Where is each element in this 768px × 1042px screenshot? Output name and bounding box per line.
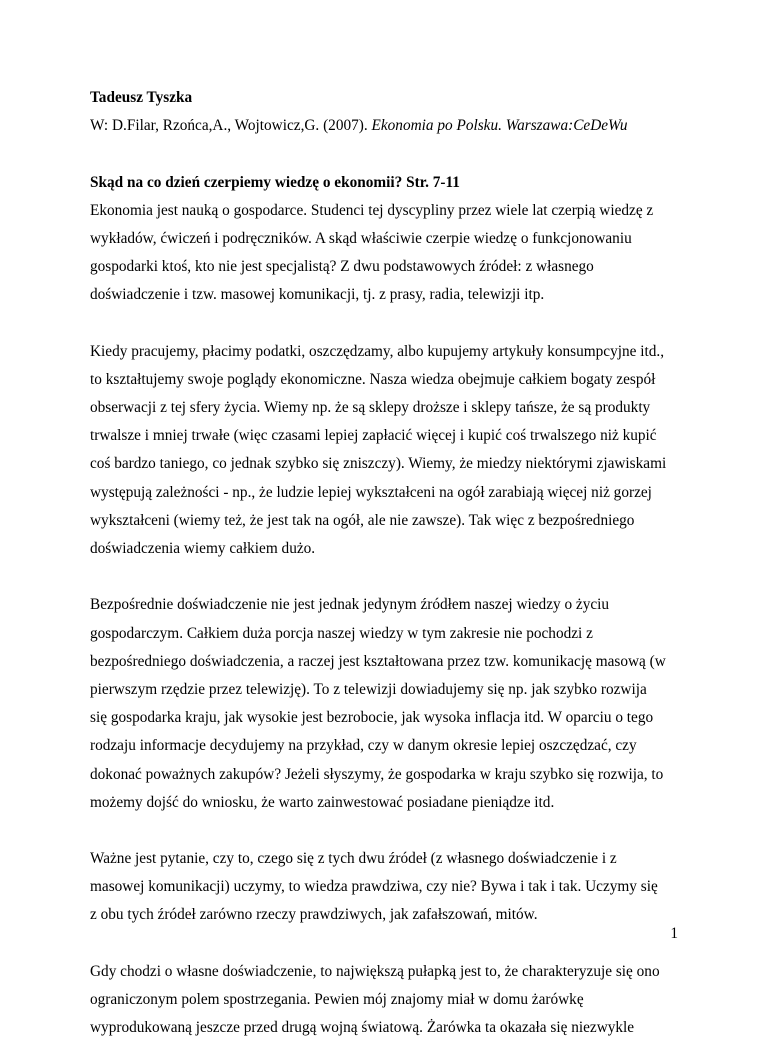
text-line: się gospodarka kraju, jak wysokie jest bezrobocie, jak wysoka inflacja itd. W oparciu o tego	[90, 709, 654, 727]
text-line: wykładów, ćwiczeń i podręczników. A skąd właściwie czerpie wiedzę o funkcjonowaniu	[90, 229, 632, 247]
page-number: 1	[670, 925, 678, 942]
text-line: gospodarczym. Całkiem duża porcja naszej wiedzy w tym zakresie nie pochodzi z	[90, 624, 593, 642]
text-line: gospodarki ktoś, kto nie jest specjalistą? Z dwu podstawowych źródeł: z własnego	[90, 258, 594, 276]
text-line: Kiedy pracujemy, płacimy podatki, oszczędzamy, albo kupujemy artykuły konsumpcyjne itd.,	[90, 342, 665, 360]
text-line: dokonać poważnych zakupów? Jeżeli słyszymy, że gospodarka w kraju szybko się rozwija, to	[90, 765, 664, 783]
spacer	[90, 563, 690, 591]
citation	[90, 112, 690, 140]
text-line: ograniczonym polem spostrzegania. Pewien mój znajomy miał w domu żarówkę	[90, 991, 584, 1008]
text-line: Bezpośrednie doświadczenie nie jest jednak jedynym źródłem naszej wiedzy o życiu	[90, 596, 610, 614]
spacer	[90, 310, 690, 338]
text-line: Ważne jest pytanie, czy to, czego się z tych dwu źródeł (z własnego doświadczenie i z	[90, 850, 617, 868]
text-line: doświadczenie i tzw. masowej komunikacji, tj. z prasy, radia, telewizji itp.	[90, 286, 545, 304]
text-line: rodzaju informacje decydujemy na przykład, czy w danym okresie lepiej oszczędzać, czy	[90, 737, 637, 755]
section-heading: Skąd na co dzień czerpiemy wiedzę o ekonomii? Str. 7-11	[90, 173, 460, 191]
text-line: to kształtujemy swoje poglądy ekonomiczne. Nasza wiedza obejmuje całkiem bogaty zespół	[90, 370, 656, 388]
paragraph-3	[90, 591, 690, 817]
paragraph-5	[90, 958, 690, 1042]
text-line: pierwszym rzędzie przez telewizję). To z telewizji dowiadujemy się np. jak szybko rozwija	[90, 680, 647, 698]
text-line: wyprodukowaną jeszcze przed drugą wojną światową. Żarówka ta okazała się niezwykle	[90, 1019, 635, 1037]
text-line: Gdy chodzi o własne doświadczenie, to największą pułapką jest to, że charakteryzuje się ono	[90, 962, 660, 980]
author-name: Tadeusz Tyszka	[90, 89, 193, 106]
text-line: wykształceni (wiemy też, że jest tak na ogół, ale nie zawsze). Tak więc z bezpośredniego	[90, 511, 635, 529]
text-line: możemy dojść do wniosku, że warto zainwestować posiadane pieniądze itd.	[90, 793, 555, 811]
citation-prefix: W: D.Filar, Rzońca,A., Wojtowicz,G. (2007).	[90, 117, 372, 135]
text-line: bezpośredniego doświadczenia, a raczej jest kształtowana przez tzw. komunikację masową (w	[90, 652, 666, 670]
document-body	[90, 84, 690, 1042]
text-line: coś bardzo taniego, co jednak szybko się zniszczy). Wiemy, że miedzy niektórymi zjawiskami	[90, 455, 667, 473]
paragraph-1	[90, 197, 690, 310]
spacer	[90, 140, 690, 168]
text-line: obserwacji z tej sfery życia. Wiemy np. że są sklepy droższe i sklepy tańsze, że są produkty	[90, 399, 651, 417]
text-line: występują zależności - np., że ludzie lepiej wykształceni na ogół zarabiają więcej niż gorzej	[90, 483, 652, 501]
text-line: masowej komunikacji) uczymy, to wiedza prawdziwa, czy nie? Bywa i tak i tak. Uczymy się	[90, 878, 658, 896]
paragraph-4	[90, 845, 690, 930]
text-line: trwalsze i mniej trwałe (więc czasami lepiej zapłacić więcej i kupić coś trwalszego niż kupić	[90, 427, 657, 445]
text-line: z obu tych źródeł zarówno rzeczy prawdziwych, jak zafałszowań, mitów.	[90, 906, 538, 924]
spacer	[90, 930, 690, 958]
citation-title: Ekonomia po Polsku. Warszawa:CeDeWu	[371, 117, 628, 135]
spacer	[90, 817, 690, 845]
text-line: Ekonomia jest nauką o gospodarce. Studenci tej dyscypliny przez wiele lat czerpią wiedzę z	[90, 201, 654, 219]
paragraph-2	[90, 338, 690, 564]
text-line: doświadczenia wiemy całkiem dużo.	[90, 540, 316, 557]
